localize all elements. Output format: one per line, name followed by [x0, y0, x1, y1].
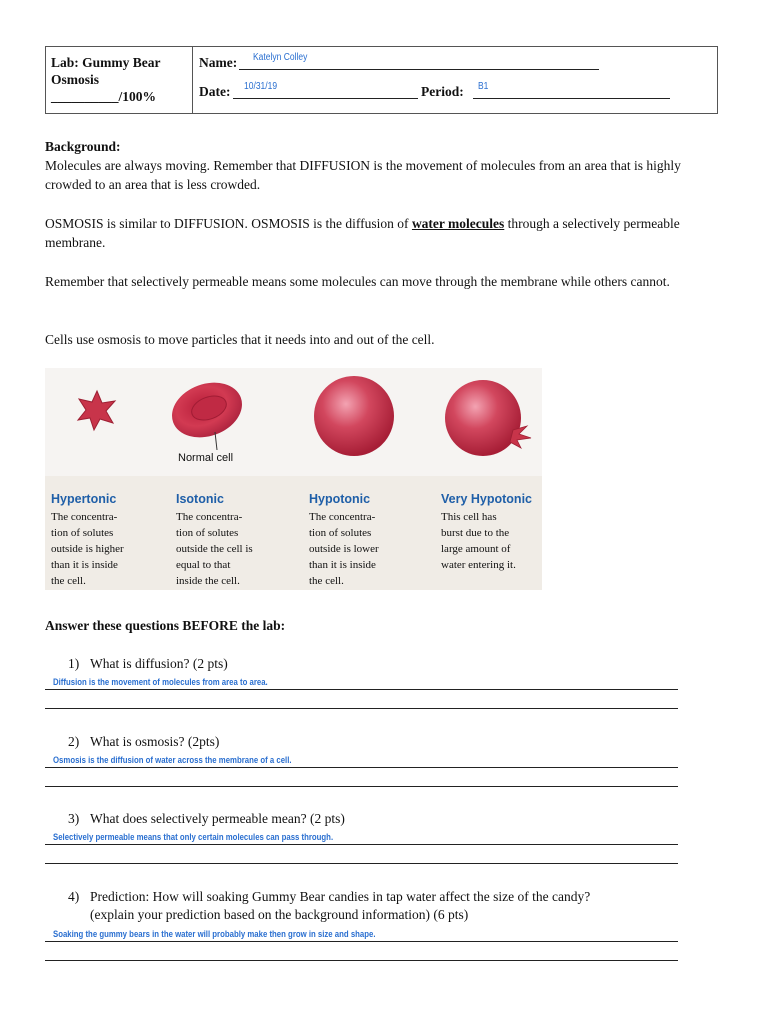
questions-heading: Answer these questions BEFORE the lab:: [45, 618, 286, 633]
lab-title-line1: Lab: Gummy Bear: [51, 55, 161, 70]
question-3: 3) What does selectively permeable mean? (2 pts): [68, 811, 345, 826]
date-field[interactable]: 10/31/19: [244, 81, 278, 92]
hypotonic-cell: [314, 376, 394, 456]
date-label: Date:: [199, 84, 231, 99]
p2-after: through a selectively permeable membrane.: [45, 216, 680, 250]
very-hypotonic-description: This cell has burst due to the large amount of water entering it.: [441, 511, 516, 571]
answer-4-line-1: [45, 941, 678, 942]
background-paragraph-1: Molecules are always moving. Remember that DIFFUSION is the movement of molecules from an area that is highly crowded to an area that is less crowded.: [45, 158, 681, 192]
osmosis-cells-figure: [45, 368, 542, 590]
name-underline: [239, 69, 599, 70]
normal-cell: [164, 373, 249, 450]
answer-4[interactable]: Soaking the gummy bears in the water will probably make then grow in size and shape.: [53, 929, 376, 940]
question-2: 2) What is osmosis? (2pts): [68, 734, 220, 749]
question-4-continued: (explain your prediction based on the background information) (6 pts): [90, 907, 469, 922]
answer-1-line-2: [45, 708, 678, 709]
question-1: 1) What is diffusion? (2 pts): [68, 656, 228, 671]
lab-title-line2: Osmosis: [51, 72, 100, 87]
hypotonic-column: [309, 492, 429, 589]
very-hypotonic-cell: [445, 380, 531, 456]
background-paragraph-2: [45, 214, 725, 252]
hypotonic-title: Hypotonic: [309, 492, 371, 506]
period-label: Period:: [421, 84, 464, 99]
answer-4-line-2: [45, 960, 678, 961]
hypotonic-description: The concentra- tion of solutes outside is lower than it is inside the cell.: [309, 511, 379, 587]
hypertonic-column: [51, 492, 171, 589]
background-paragraph-3: Remember that selectively permeable means some molecules can move through the membrane while others cannot.: [45, 274, 670, 289]
background-paragraph-4: Cells use osmosis to move particles that it needs into and out of the cell.: [45, 332, 435, 347]
normal-cell-label: Normal cell: [178, 452, 234, 464]
student-info-cell: [193, 47, 717, 113]
period-underline: [473, 98, 670, 99]
answer-2-line-2: [45, 786, 678, 787]
question-4: 4) Prediction: How will soaking Gummy Bear candies in tap water affect the size of the candy?: [68, 889, 591, 904]
name-field[interactable]: Katelyn Colley: [253, 52, 308, 63]
water-molecules-emphasis: water molecules: [411, 216, 505, 231]
isotonic-column: [176, 492, 296, 589]
very-hypotonic-column: [441, 492, 541, 573]
header-table: [45, 46, 718, 114]
background-heading: Background:: [45, 139, 121, 154]
p2-before: OSMOSIS is similar to DIFFUSION. OSMOSIS is the diffusion of: [45, 216, 412, 231]
isotonic-title: Isotonic: [176, 492, 224, 506]
answer-2-line-1: [45, 767, 678, 768]
hypertonic-title: Hypertonic: [51, 492, 117, 506]
answer-1[interactable]: Diffusion is the movement of molecules from area to area.: [53, 677, 268, 688]
isotonic-description: The concentra- tion of solutes outside the cell is equal to that inside the cell.: [176, 511, 253, 587]
date-underline: [233, 98, 418, 99]
lab-title-cell: [46, 47, 193, 113]
answer-1-line-1: [45, 689, 678, 690]
score-blank: __________/100%: [51, 89, 157, 104]
period-field[interactable]: B1: [478, 81, 489, 92]
hypertonic-description: The concentra- tion of solutes outside is higher than it is inside the cell.: [51, 511, 124, 587]
answer-3-line-2: [45, 863, 678, 864]
hypertonic-cell: [78, 391, 115, 430]
very-hypotonic-title: Very Hypotonic: [441, 492, 532, 506]
cell-illustrations: [45, 368, 542, 476]
name-label: Name:: [199, 55, 238, 70]
answer-3-line-1: [45, 844, 678, 845]
answer-2[interactable]: Osmosis is the diffusion of water across the membrane of a cell.: [53, 755, 292, 766]
answer-3[interactable]: Selectively permeable means that only certain molecules can pass through.: [53, 832, 334, 843]
